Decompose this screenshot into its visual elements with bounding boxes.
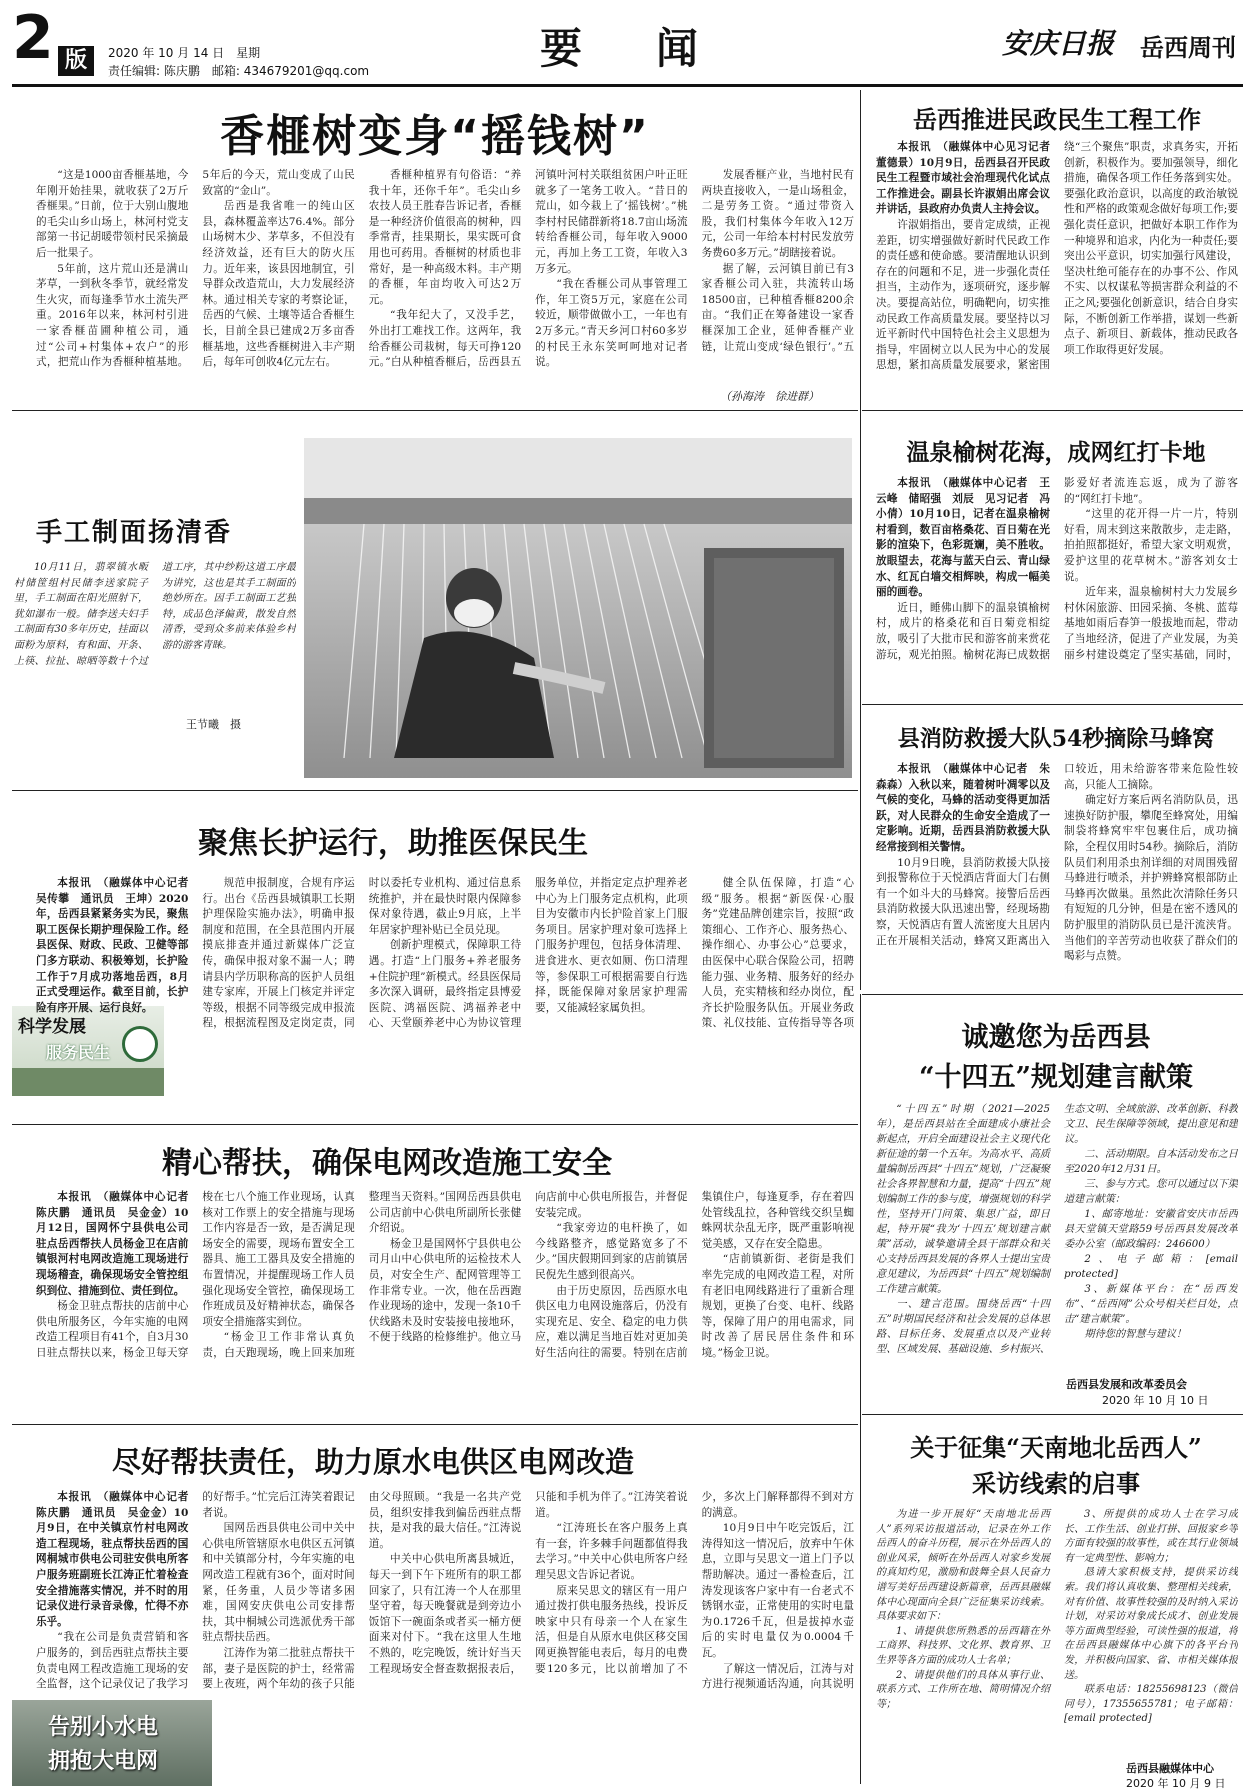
paper-name: 安庆日报: [1002, 27, 1115, 60]
article-grid-safety: 本报讯 （融媒体中心记者 陈庆鹏 通讯员 吴金金）10月12日，国网怀宁县供电公司驻点岳西帮扶人员杨金卫在店前镇银河村电网改造施工现场进行现场稽查，确保现场安全管控组织到位、措施到位、责任到位。 杨金卫驻点帮扶的店前中心供电所服务区，今年实施的电网改造工程项目有41个，自3月30日驻点帮扶以来，杨金卫每天穿梭在七八个施工作业现场，认真核对工作票上的安全措施与现场工作内容是否一致，是否满足现场安全的需要，现场布置安全工器具、施工工器具及安全措施的布置情况，并提醒现场工作人员强化现场安全管控，确保现场工作班成员及好精神状态，确保各项安全措施落实到位。 “杨金卫工作非常认真负责，白天跑现场，晚上回来加班整理当天资料。”国网岳西县供电公司店前中心供电所副所长张健介绍说。 杨金卫是国网怀宁县供电公司月山中心供电所的运检技术人员，对安全生产、配网管理等工作非常专业。一次，他在岳西跑作业现场的途中，发现一条10千伏线路未及时安装接电接地环，不便于线路的检修维护。他立马向店前中心供电所报告，并督促安装完成。 “我家旁边的电杆换了，如今线路整齐，感觉路宽多了不少。”国庆假期回到家的店前镇居民倪先生感到很高兴。 由于历史原因，岳西原水电供区电力电网设施落后，仍没有实现充足、安全、稳定的电力供应，难以满足当地百姓对更加美好生活向往的需要。特别在店前集镇住户，每逢夏季，存在着四处管线乱拉，各种管线交织呈蜘蛛网状杂乱无序，既严重影响视觉美感，又存在安全隐患。 “店前镇新街、老街是我们率先完成的电网改造工程，对所有老旧电网线路进行了重新合理规划，更换了台变、电杆、线路等，保障了用户的用电需求，同时改善了居民居住条件和环境。”杨金卫说。: [36, 1191, 854, 1359]
page-unit-badge: 版: [58, 46, 94, 76]
headline-xiangfei: 香榧树变身“摇钱树”: [220, 111, 650, 162]
masthead-rule: [12, 84, 1243, 87]
headline-hornet: 县消防救援大队54秒摘除马蜂窝: [897, 726, 1215, 752]
divider: [862, 410, 1243, 411]
issue-date: 2020 年 10 月 14 日 星期: [108, 46, 261, 60]
section-title: 要 闻: [540, 24, 715, 73]
signoff-plan-org: 岳西县发展和改革委员会: [1066, 1378, 1187, 1391]
divider: [12, 410, 858, 411]
article-grid-upgrade-overflow: [222, 1704, 854, 1784]
caption-noodles: 10月11日，翡翠镇水畈村储筐组村民储李送家院子里，手工制面在阳光照射下，犹如瀑布一般。储李送夫妇手工制面有30多年历史，挂面以面粉为原料，有和面、开条、上筷、拉扯、晾晒等数十个过道工序，其中纱粉这道工序最为讲究，这也是其手工制面的绝妙所在。因手工制面工艺独特，成品色泽偏黄，散发自然清香，受到众多前来体验乡村游的游客青睐。: [14, 562, 296, 667]
badge-hydro-line2: 拥抱大电网: [48, 1749, 159, 1774]
headline-notice-line1: 关于征集“天南地北岳西人”: [910, 1433, 1202, 1462]
column-divider: [860, 90, 861, 790]
photo-noodles: [304, 438, 852, 778]
headline-minzheng: 岳西推进民政民生工程工作: [913, 105, 1201, 134]
edition-name: 岳西周刊: [1140, 34, 1236, 62]
signoff-notice-date: 2020 年 10 月 9 日: [1126, 1777, 1226, 1790]
article-xiangfei: “这是1000亩香榧基地，今年刚开始挂果，就收获了2万斤香榧果。”日前，位于大别山腹地的毛尖山乡山场上，林河村党支部第一书记胡暖带领村民采摘最后一批果子。 5年前，这片荒山还是满山茅草，一到秋冬季节，就经常发生火灾，而每逢季节水土流失严重。2016年以来，林河村引进一家香榧苗圃种植公司，通过“公司+村集体+农户”的形式，把荒山作为香榧种植基地。5年后的今天，荒山变成了山民致富的“金山”。 岳西是我省唯一的纯山区县，森林覆盖率达76.4%。部分山场树木少、茅草多，不但没有经济效益，还有巨大的防火压力。近年来，该县因地制宜，引导群众改造荒山，大力发展经济林。通过相关专家的考察论证，岳西的气候、土壤等适合香榧生长，目前全县已建成2万多亩香榧基地，这些香榧树进入丰产期后，每年可创收4亿元左右。 香榧种植界有句俗语：“养我十年，还你千年”。毛尖山乡农技人员王胜春告诉记者，香榧是一种经济价值很高的树种，四季常青，挂果期长，果实既可食用也可药用。香榧树的材质也非常好，是一种高级木料。丰产期的香榧，年亩均收入可达2万元。 “我年纪大了，又没手艺，外出打工难找工作。这两年，我给香榧公司栽树，每天可挣120元。”白从种植香榧后，岳西县五河镇叶河村关联组贫困户叶正旺就多了一笔务工收入。“昔日的荒山，如今栽上了‘摇钱树’。”桃李村村民储群新将18.7亩山场流转给香榧公司，每年收入9000元，再加上务工工资，年收入3万多元。 “我在香榧公司从事管理工作，年工资5万元，家庭在公司较近，顺带做做小工，一年也有2万多元。”青天乡河口村60多岁的村民王永东笑呵呵地对记者说。 发展香榧产业，当地村民有两块直接收入，一是山场租金，二是劳务工资。“通过带资入股，我们村集体今年收入12万元，公司一年给本村村民发放劳务费60多万元。”胡瞎接着说。 据了解，云河镇目前已有3家香榧公司入驻，共流转山场18500亩，已种植香榧8200余亩。“我们正在筹备建设一家香榧深加工企业，延伸香榧产业链，让荒山变成‘绿色银行’。”五: [36, 169, 854, 369]
column-divider: [860, 994, 861, 1784]
headline-plan-line1: 诚邀您为岳西县: [961, 1022, 1151, 1053]
headline-noodles: 手工制面扬清香: [36, 518, 233, 548]
divider: [862, 994, 1243, 995]
divider: [12, 1124, 858, 1125]
headline-plan: [866, 1018, 1246, 1098]
headline-flowers: 温泉榆树花海，成网红打卡地: [906, 439, 1206, 466]
signoff-notice-org: 岳西县融媒体中心: [1126, 1762, 1214, 1775]
divider: [12, 1424, 858, 1425]
headline-grid-safety: 精心帮扶，确保电网改造施工安全: [162, 1146, 612, 1181]
masthead: [0, 0, 1255, 80]
headline-plan-line2: “十四五”规划建言献策: [918, 1062, 1194, 1093]
divider: [862, 1414, 1243, 1415]
badge-hydro-line1: 告别小水电: [48, 1715, 159, 1740]
signoff-plan-date: 2020 年 10 月 10 日: [1102, 1394, 1209, 1407]
article-minzheng: 本报讯 （融媒体中心见习记者 董德景）10月9日，岳西县召开民政民生工程暨市域社会治理现代化试点工作推进会。副县长许淑娟出席会议并讲话，县政府办负责人主持会议。 许淑娟指出，要肯定成绩，正视差距，切实增强做好新时代民政工作的责任感和使命感。要清醒地认识到存在的问题和不足，进一步强化责任担当，主动作为，逐项研究，逐步解决。要提高站位，明确靶向，切实推动民政工作高质量发展。要坚持以习近平新时代中国特色社会主义思想为指导，牢固树立以人民为中心的发展思想，紧扣高质量发展要求，紧密围绕“三个聚焦”职责，求真务实，开拓创新，积极作为。要加强领导，细化措施，确保各项工作任务落到实处。要强化政治意识，以高度的政治敏锐性和严格的政策观念做好每项工作;要强化责任意识，把做好本职工作作为一种境界和追求，内化为一种责任;要突出公平意识，切实加强行风建设，坚决杜绝可能存在的办事不公、作风不实、以权谋私等损害群众利益的不正之风;要强化创新意识，结合自身实际，不断创新工作举措，谋划一些新点子、新项目、新载体，推动民政各项工作取得更好发展。: [876, 141, 1238, 372]
badge-hydro: [12, 1700, 212, 1786]
headline-notice-line2: 采访线索的启事: [972, 1469, 1140, 1498]
column-divider: [860, 790, 861, 990]
headline-notice: [866, 1430, 1246, 1502]
author-xiangfei: （孙海涛 徐进群）: [720, 390, 819, 403]
article-insurance: 本报讯 （融媒体中心记者 吴传攀 通讯员 王坤）2020年，岳西县紧紧务实为民，聚焦职工医保长期护理保险工作。经县医保、财政、民政、卫健等部门多方联动、积极筹划，长护险工作于7月成功落地岳西，8月正式受理运作。截至目前，长护险有序开展、运行良好。 规范申报制度，合规有序运行。出台《岳西县城镇职工长期护理保险实施办法》，明确申报制度和范围，在全县范围内开展摸底排查并通过新媒体广泛宣传，确保申报对象不漏一人；聘请县内学历职称高的医护人员组建专家库，开展上门核定并评定等级，根据不同等级完成申报流程，根据流程图及定岗定责，同时以委托专业机构、通过信息系统推护，并在最快时限内保障参保对象待遇，截止9月底，上半年居家护理补贴已全员兑现。 创新护理模式，保障职工待遇。打造“上门服务+养老服务+住院护理”新模式。经县医保局多次深入调研，最终指定县博爱医院、鸿福医院、鸿福养老中心、天堂颐养老中心为协议管理服务单位，并指定定点护理养老中心为上门服务定点机构，此项目为安徽市内长护险首家上门服务项目。居家护理对象可选择上门服务护理包，包括身体清理、进食进水、更衣如厕、伤口清理等，参保职工可根据需要自行选择，既能保障对象居家护理需要，又能减轻家属负担。 健全队伍保障，打造“心级”服务。根据“新医保·心服务”党建品牌创建宗旨，按照“政策细心、工作齐心、服务热心、操作细心、办事公心”总要求，由医保中心联合保险公司，招聘能力强、业务精、服务好的经办人员，充实精核和经办岗位，配齐长护险服务队伍。开展业务政策、礼仪技能、宣传指导等各项: [36, 877, 854, 1030]
page-number: 2: [12, 3, 52, 73]
article-plan: “十四五”时期（2021—2025年），是岳西县站在全面建成小康社会新起点，开启全面建设社会主义现代化新征途的第一个五年。为高水平、高质量编制岳西县“十四五”规划，广泛凝聚社会各界智慧和力量，提高“十四五”规划编制工作的参与度，增强规划的科学性，坚持开门问策、集思广益，即日起，特开展“我为‘十四五’规划建言献策”活动，诚挚邀请全县干部群众和关心支持岳西县发展的各界人士提出宝贵意见建议，为岳西县“十四五”规划编制工作建言献策。 一、建言范围。围绕岳西“十四五”时期国民经济和社会发展的总体思路、目标任务、发展重点以及产业转型、区域发展、基础设施、乡村振兴、生态文明、全域旅游、改革创新、科教文卫、民生保障等领域，提出意见和建议。 二、活动期限。自本活动发布之日至2020年12月31日。 三、参与方式。您可以通过以下渠道建言献策： 1、邮寄地址：安徽省安庆市岳西县天堂镇天堂路59号岳西县发展改革委办公室（邮政编码：246600） 2、电子邮箱：[email protected] 3、新媒体平台：在“岳西发布”、“岳西网”公众号相关栏目处，点击“建言献策”。 期待您的智慧与建议！: [876, 1104, 1238, 1355]
editor-info: 责任编辑: 陈庆鹏 邮箱: 434679201@qq.com: [108, 64, 370, 78]
divider: [12, 790, 858, 791]
article-flowers: 本报讯 （融媒体中心记者 王云峰 储昭强 刘辰 见习记者 冯小倩）10月10日，记者在温泉榆树村看到，数百亩格桑花、百日菊在光影的渲染下，色彩斑斓，美不胜收。放眼望去，花海与蓝天白云、青山绿水、红瓦白墙交相辉映，构成一幅美丽的画卷。 近日，睡佛山脚下的温泉镇榆树村，成片的格桑花和百日菊竞相绽放，吸引了大批市民和游客前来赏花游玩，观光拍照。榆树花海已成数据影爱好者流连忘返，成为了游客的“网红打卡地”。 “这里的花开得一片一片，特别好看，周末到这来散散步，走走路，拍拍照都挺好，希望大家文明观赏，爱护这里的花草树木。”游客刘女士说。 近年来，温泉榆树村大力发展乡村休闲旅游、田园采摘、冬桃、蓝莓基地如雨后春笋一般拔地而起，带动了当地经济，促进了产业发展，为美丽乡村建设奠定了坚实基础，同时，: [876, 477, 1238, 661]
article-hornet: 本报讯 （融媒体中心记者 朱森森）入秋以来，随着树叶凋零以及气候的变化，马蜂的活动变得更加活跃，对人民群众的生命安全造成了一定影响。近期，岳西县消防救援大队经常接到相关警情。 10月9日晚，县消防救援大队接到报警称位于天悦酒店背面大门右侧有一个如斗大的马蜂窝。接警后岳西县消防救援大队迅速出警，经现场勘察，天悦酒店有置人流密度大且居内正在开展相关活动，蜂窝又距离出入口较近，用未给游客带来危险性较高，只能人工摘除。 确定好方案后两名消防队员，迅速换好防护服，攀爬至蜂窝处，用编制袋将蜂窝牢牢包裹住后，成功摘除，全程仅用时54秒。摘除后，消防队员们利用杀虫剂详细的对周围残留马蜂进行喷杀，并护辨蜂窝根部防止马蜂再次做巢。虽然此次清除任务只有短短的几分钟，但是在密不透风的防护服里的消防队员已是汗流浃背。当他们的辛苦劳动也收获了群众们的喝彩与点赞。: [876, 763, 1238, 963]
article-notice: 为进一步开展好“天南地北岳西人”系列采访报道活动，记录在外工作岳西人的奋斗历程，展示在外岳西人的创业风采，倾听在外岳西人对家乡发展的真知灼见，激励和鼓舞全县人民奋力谱写美好岳西建设新篇章，岳西县融媒体中心现面向全县广泛征集采访线索。具体要求如下： 1、请提供您所熟悉的岳西籍在外工商界、科技界、文化界、教育界、卫生界等各方面的成功人士名单； 2、请提供他们的具体从事行业、联系方式、工作所在地、简明情况介绍等； 3、所提供的成功人士在学习成长、工作生活、创业打拼、回报家乡等方面有较强的故事性，或在其行业领域有一定典型性、影响力； 恳请大家积极支持，提供采访线索。我们将认真收集、整理相关线索，对有价值、故事性较强的及时纳入采访计划，对采访对象成长成才、创业发展等方面典型经验，可读性强的报道，将在岳西县融媒体中心旗下的各平台刊发，并积极向国家、省、市相关媒体报送。 联系电话：18255698123（微信同号），17355655781；电子邮箱：[email protected]: [876, 1509, 1238, 1725]
photographer-noodles: 王节曦 摄: [186, 718, 241, 731]
badge-science-line1: 科学发展: [18, 1017, 86, 1037]
headline-insurance: 聚焦长护运行，助推医保民生: [198, 826, 588, 861]
photo-illustration: [304, 438, 852, 778]
badge-science-line2: 服务民生: [46, 1043, 111, 1062]
article-grid-upgrade: 本报讯 （融媒体中心记者 陈庆鹏 通讯员 吴金金）10月9日，在中关镇京竹村电网改造工程现场，驻点帮扶岳西的国网桐城市供电公司驻安供电所客户服务班副班长江涛正忙着检查安全措施落实情况，并不时的用记录仪进行录音录像，忙得不亦乐乎。 “我在公司是负责营销和客户服务的，到岳西驻点帮扶主要负责电网工程改造施工现场的安全监督，这个记录仪记了我学习的好帮手。”忙完后江涛笑着跟记者说。 国网岳西县供电公司中关中心供电所管辖原水电供区五河镇和中关镇部分村，今年实施的电网改造工程就有36个，面对时间紧，任务重，人员少等诸多困难，国网安庆供电公司安排帮扶，其中桐城公司选派优秀干部驻点帮扶岳西。 江涛作为第二批驻点帮扶干部，妻子是医院的护士，经常需要上夜班，两个年幼的孩子只能由父母照顾。“我是一名共产党员，组织安排我到偏岳西驻点帮扶，是对我的最大信任。”江涛说道。 中关中心供电所离县城近，每天一到下午下班所有的职工都回家了，只有江涛一个人在那里坚守着，每天晚餐就是到旁边小饭馆下一碗面条或者买一桶方便面来对付下。“我在这里人生地不熟的，吃完晚饭，统计好当天工程现场安全督查数据报表后，只能和手机为伴了。”江涛笑着说道。 “江涛班长在客户服务上真有一套，许多棘手问题都值得我去学习。”中关中心供电所客户经理吴思文告诉记者说。 原来吴思文的辖区有一用户通过拨打供电服务热线，投诉反映家中只有母亲一个人在家生活，但是自从原水电供区移交国网更换智能电表后，每月的电费要120多元，比以前增加了不少，多次上门解释都得不到对方的满意。 10月9日中午吃完饭后，江涛得知这一情况后，放弃中午休息，立即与吴思文一道上门予以帮助解决。通过一番检查后，江涛发现该客户家中有一台老式不锈钢水壶，正常使用的实时电量为0.1726千瓦，但是拔掉水壶后的实时电量仅为0.0004千瓦。 了解这一情况后，江涛与对方进行视频通话沟通，向其说明: [36, 1491, 854, 1691]
divider: [862, 704, 1243, 705]
headline-grid-upgrade: 尽好帮扶责任，助力原水电供区电网改造: [112, 1445, 635, 1479]
